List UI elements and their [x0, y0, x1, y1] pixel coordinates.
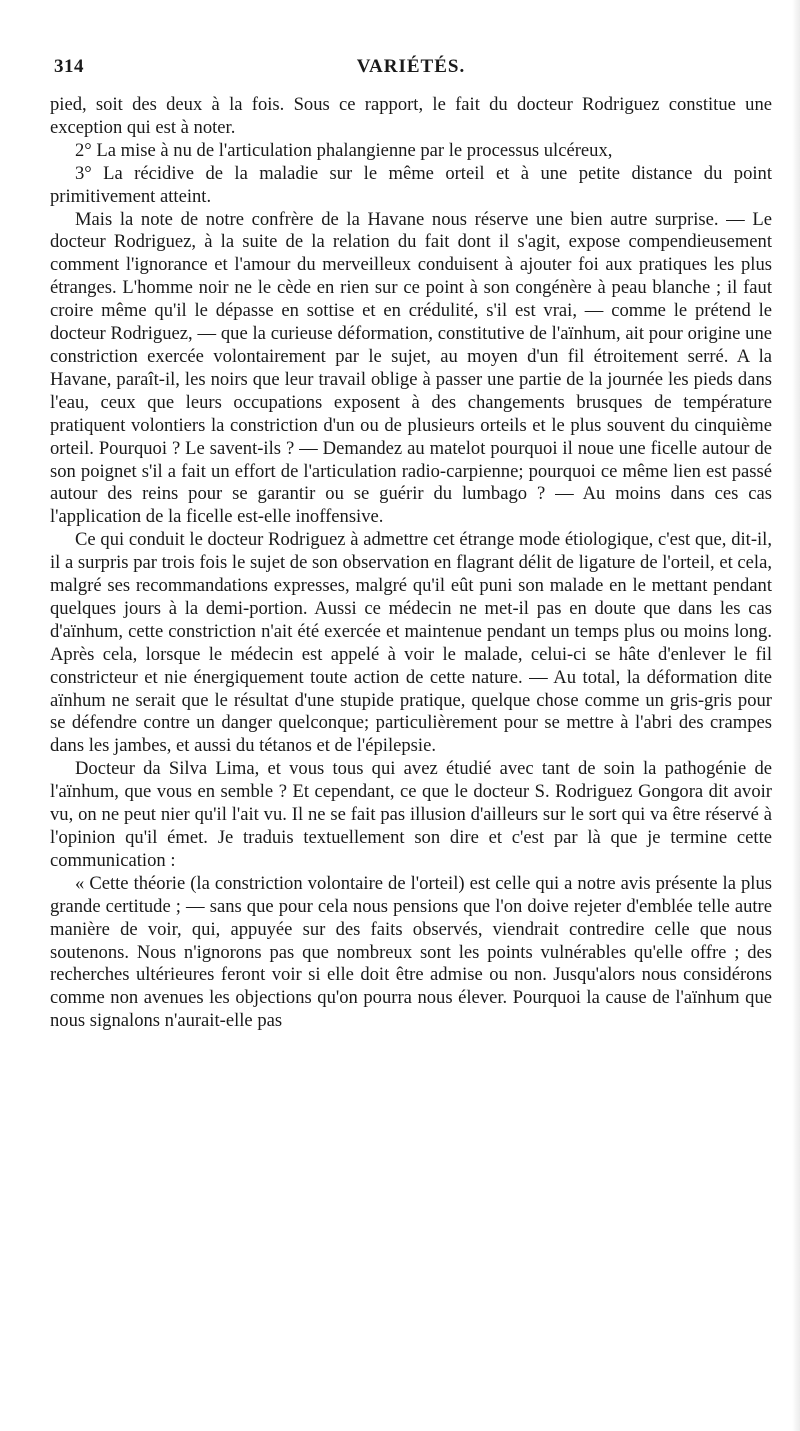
- paragraph-item-3: 3° La récidive de la maladie sur le même orteil et à une petite distance du point primitivement atteint.: [50, 162, 772, 207]
- document-page: [50, 52, 772, 1033]
- paragraph-item-2: 2° La mise à nu de l'articulation phalangienne par le processus ulcéreux,: [75, 139, 613, 161]
- paragraph-etiology: Ce qui conduit le docteur Rodriguez à admettre cet étrange mode étiologique, c'est que, dit-il, il a surpris par trois fois le sujet de son observation en flagrant délit de ligature de l'orteil, et cela, malgré ses recommandations expresses, malgré qu'il eût puni son malade en le mettant pendant quelques jours à la demi-portion. Aussi ce médecin ne met-il pas en doute que dans les cas d'aïnhum, cette constriction n'ait été exercée et maintenue pendant un temps plus ou moins long. Après cela, lorsque le médecin est appelé à voir le malade, celui-ci se hâte d'enlever le fil constricteur et nie énergiquement toute action de cette nature. — Au total, la déformation dite aïnhum ne serait que le résultat d'une stupide pratique, quelque chose comme un gris-gris pour se défendre contre un danger quelconque; particulièrement pour se mettre à l'abri des crampes dans les jambes, et aussi du tétanos et de l'épilepsie.: [50, 529, 772, 757]
- page-number: 314: [54, 56, 84, 77]
- paragraph-surprise: Mais la note de notre confrère de la Havane nous réserve une bien autre surprise. — Le docteur Rodriguez, à la suite de la relation du fait dont il s'agit, expose compendieusement comment l'ignorance et l'amour du merveilleux conduisent à ajouter foi aux pratiques les plus étranges. L'homme noir ne le cède en rien sur ce point à son congénère à peau blanche ; il faut croire même qu'il le dépasse en sottise et en crédulité, s'il est vrai, — comme le prétend le docteur Rodriguez, — que la curieuse déformation, constitutive de l'aïnhum, ait pour origine une constriction exercée volontairement par le sujet, au moyen d'un fil étroitement serré. A la Havane, paraît-il, les noirs que leur travail oblige à passer une partie de la journée les pieds dans l'eau, ceux que leurs occupations exposent à des changements brusques de température pratiquent volontiers la constriction d'un ou de plusieurs orteils et le plus souvent du cinquième orteil. Pourquoi ? Le savent-ils ? — Demandez au matelot pourquoi il noue une ficelle autour de son poignet s'il a fait un effort de l'articulation radio-carpienne; pourquoi ce même lien est passé autour des reins pour se garantir ou se guérir du lumbago ? — Au moins dans ces cas l'application de la ficelle est-elle inoffensive.: [50, 208, 772, 528]
- body-text: [50, 94, 772, 1033]
- running-title: VARIÉTÉS.: [356, 56, 466, 77]
- page-edge-shadow: [792, 0, 800, 1431]
- page-header: [50, 52, 772, 82]
- paragraph-quotation: « Cette théorie (la constriction volontaire de l'orteil) est celle qui a notre avis présente la plus grande certitude ; — sans que pour cela nous pensions que l'on doive rejeter d'emblée telle autre manière de voir, qui, appuyée sur des faits observés, viendrait contredire celle que nous soutenons. Nous n'ignorons pas que nombreux sont les points vulnérables qu'elle offre ; des recherches ultérieures feront voir si elle doit être admise ou non. Jusqu'alors nous considérons comme non avenues les objections qu'on pourra nous élever. Pourquoi la cause de l'aïnhum que nous signalons n'aurait-elle pas: [50, 872, 772, 1032]
- paragraph-continuation: pied, soit des deux à la fois. Sous ce rapport, le fait du docteur Rodriguez constitue une exception qui est à noter.: [50, 94, 772, 138]
- paragraph-question: Docteur da Silva Lima, et vous tous qui avez étudié avec tant de soin la pathogénie de l'aïnhum, que vous en semble ? Et cependant, ce que le docteur S. Rodriguez Gongora dit avoir vu, on ne peut nier qu'il l'ait vu. Il ne se fait pas illusion d'ailleurs sur le sort qui va être réservé à l'opinion qu'il émet. Je traduis textuellement son dire et c'est par là que je termine cette communication :: [50, 758, 772, 871]
